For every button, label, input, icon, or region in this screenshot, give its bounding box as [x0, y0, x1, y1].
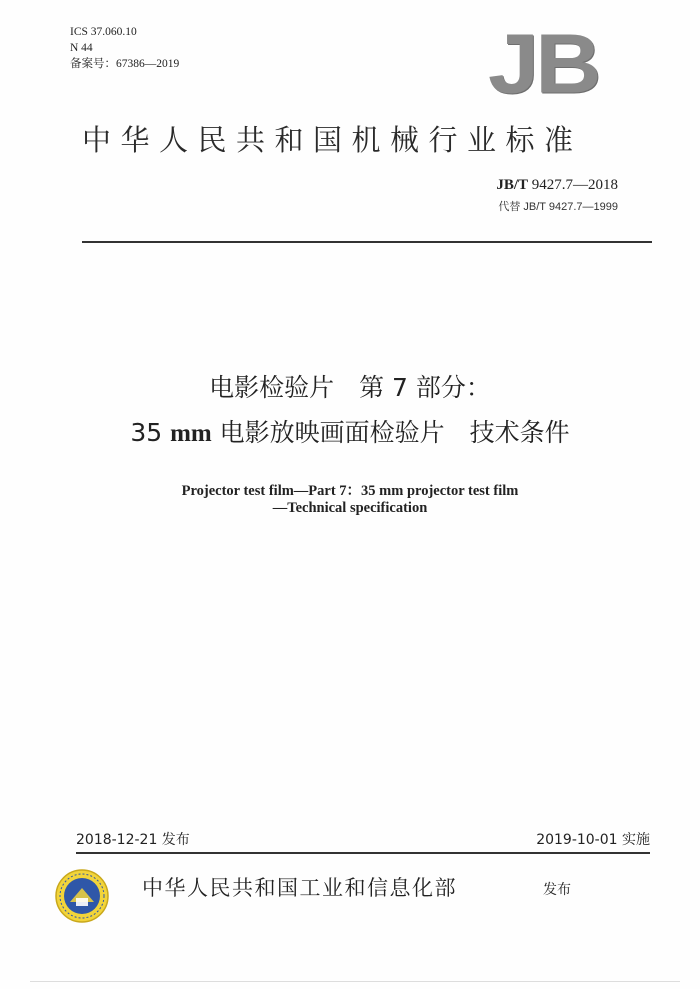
title-en-line1: Projector test film—Part 7：35 mm projector test film [181, 483, 519, 499]
issue-verb: 发布 [543, 882, 571, 898]
replaces-standard: 代替 JB/T 9427.7—1999 [498, 201, 618, 213]
footer-divider [76, 852, 650, 854]
filing-number: 备案号：67386—2019 [70, 58, 180, 70]
title-cn-rest: 电影放映画面检验片 技术条件 [211, 418, 570, 447]
title-cn-number: 35 [130, 418, 171, 447]
standard-category-title: 中华人民共和国机械行业标准 [82, 123, 583, 157]
title-cn-unit: mm [170, 420, 212, 447]
standard-code: 9427.7—2018 [528, 177, 618, 193]
implementation-date: 2019-10-01 实施 [536, 832, 650, 848]
standard-prefix: JB/T [496, 177, 528, 193]
header-divider [82, 241, 652, 243]
ccs-code: N 44 [70, 42, 93, 54]
standard-number [496, 177, 618, 194]
title-cn-line1: 电影检验片 第 7 部分： [209, 373, 491, 402]
jb-logo: JB [488, 17, 598, 111]
page-edge-line [30, 981, 680, 982]
issuing-authority: 中华人民共和国工业和信息化部 [142, 876, 457, 900]
issue-date: 2018-12-21 发布 [76, 832, 190, 848]
title-cn-line2 [0, 413, 700, 449]
seal-icon [54, 868, 110, 924]
title-en-line2: —Technical specification [272, 500, 428, 516]
classification-block [70, 24, 179, 72]
ics-code: ICS 37.060.10 [70, 26, 137, 38]
